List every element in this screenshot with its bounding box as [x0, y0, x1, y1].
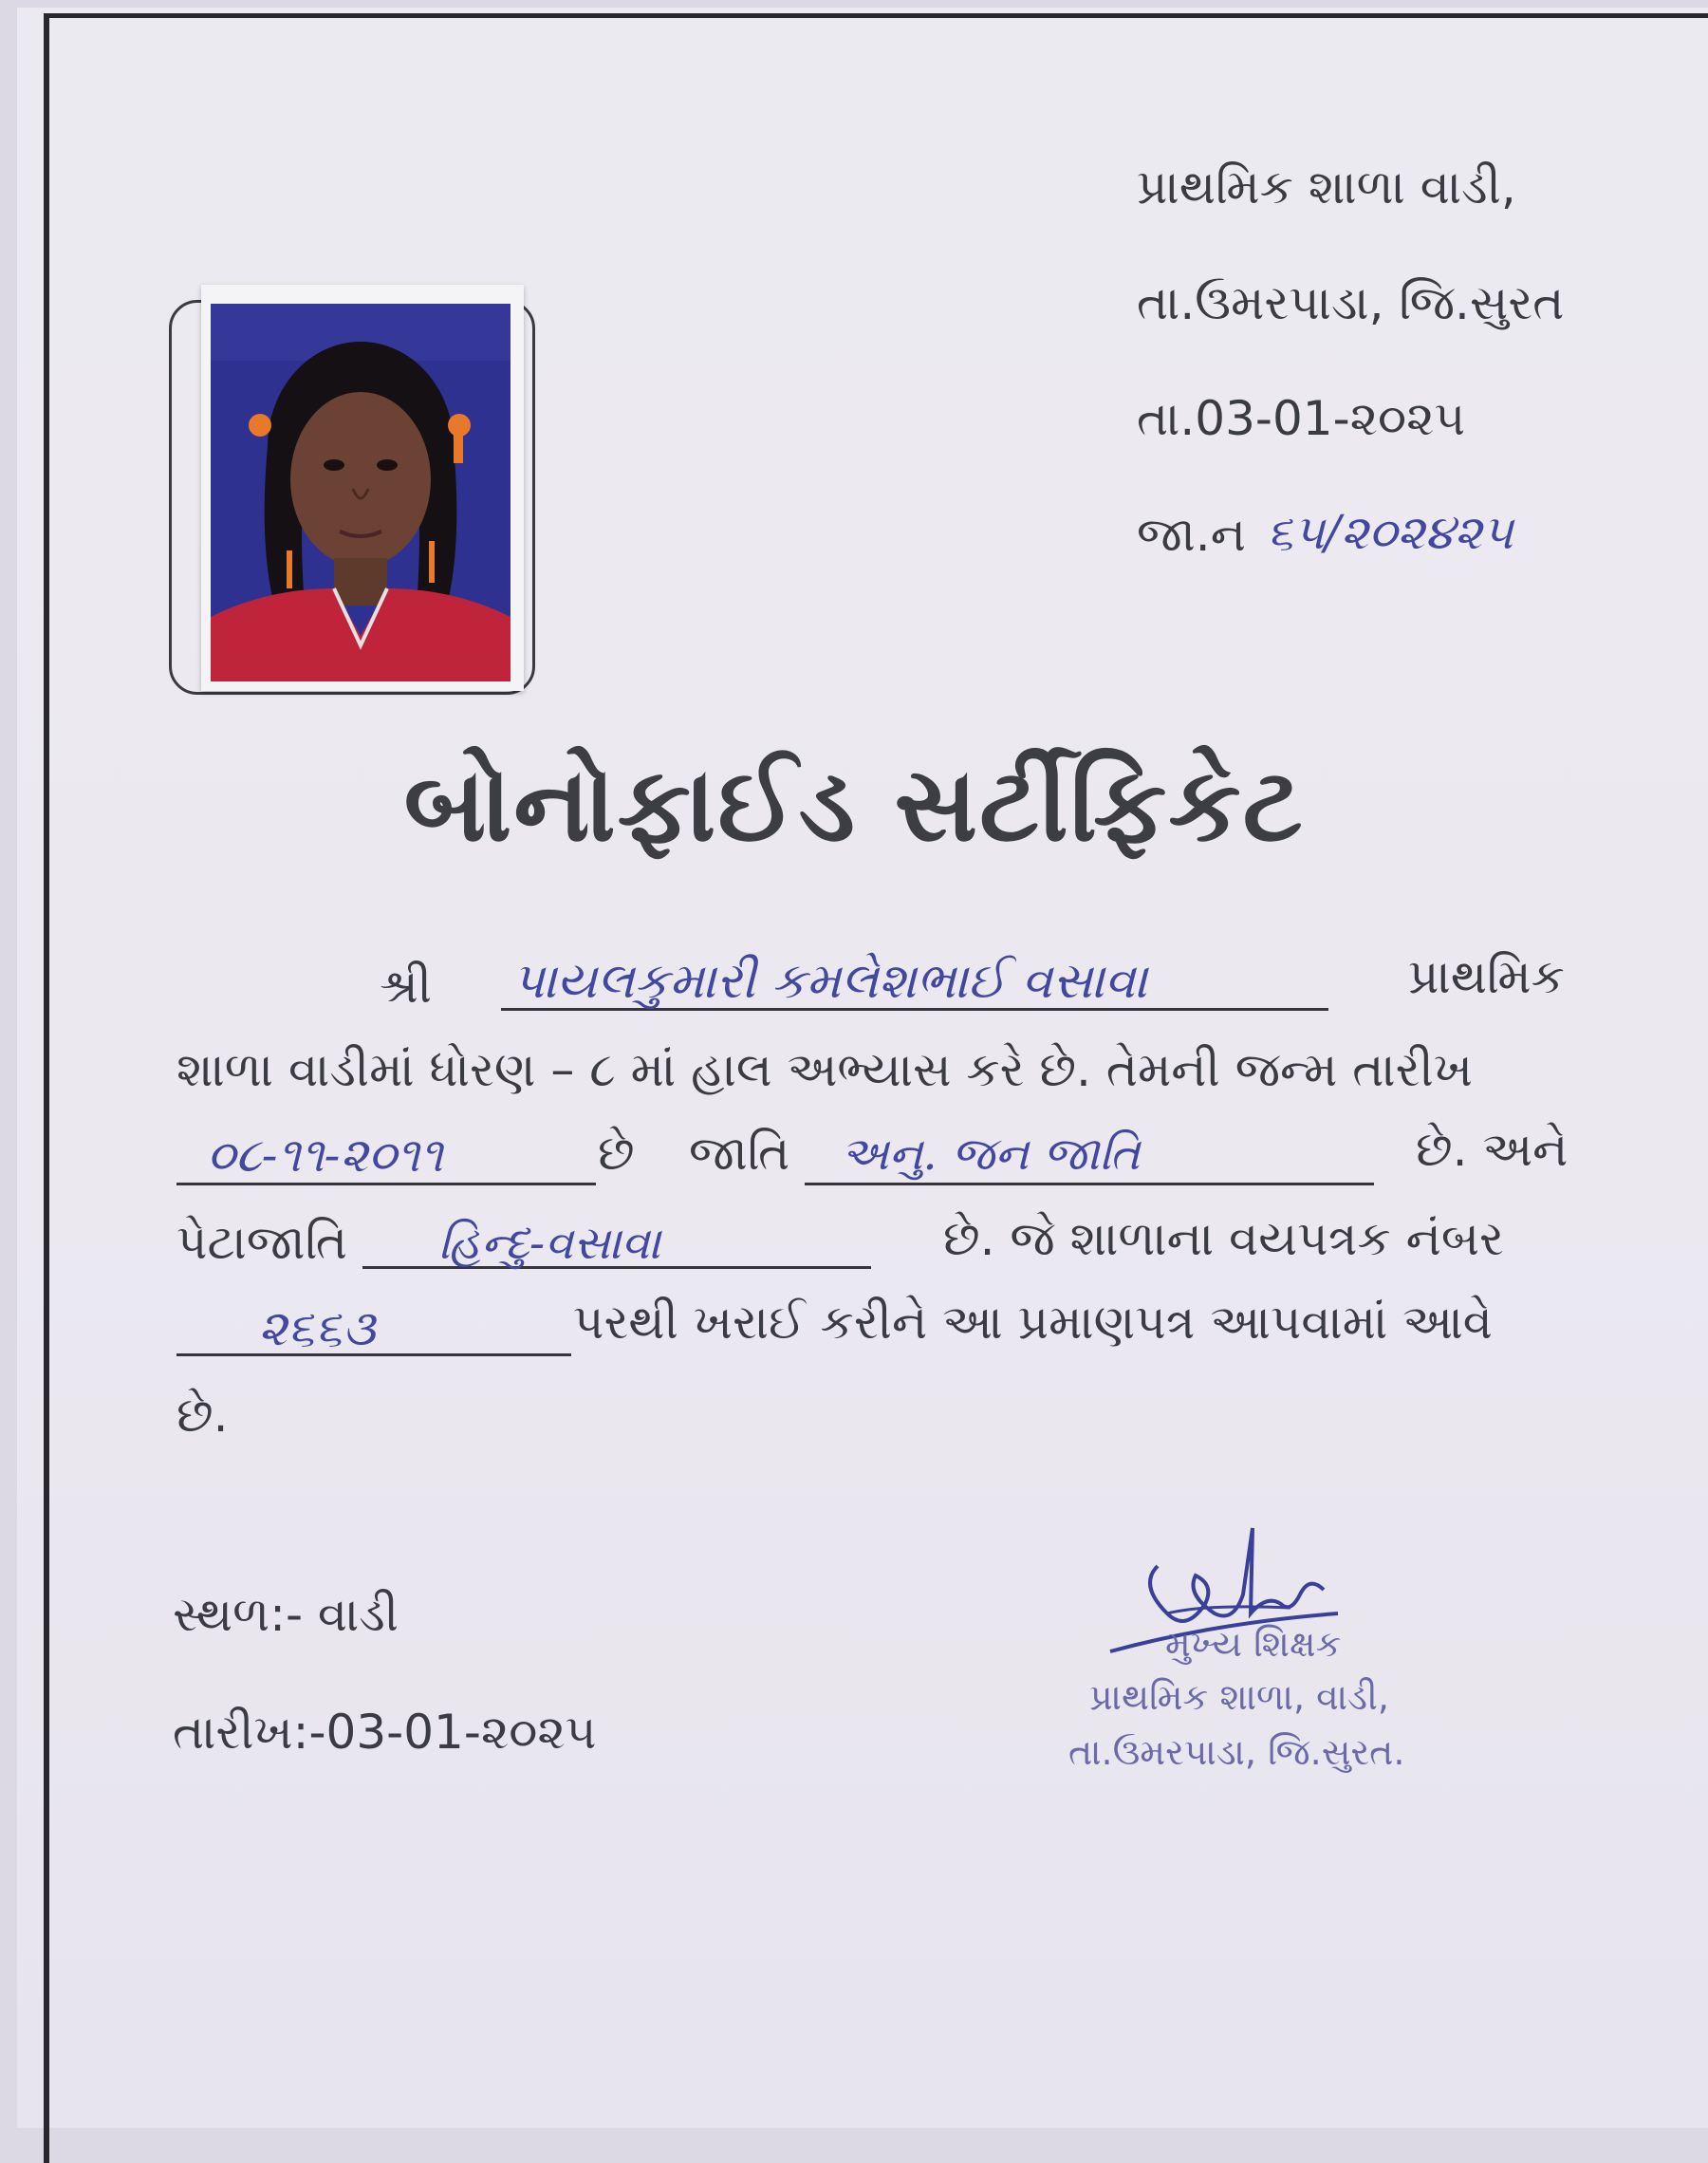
birth-date: ૦૮-૧૧-૨૦૧૧ — [207, 1128, 443, 1183]
chhe-ane-text: છે. અને — [1416, 1122, 1569, 1177]
register-number: ૨૬૬૩ — [258, 1300, 376, 1357]
sub-caste-label: પેટાજાતિ — [176, 1215, 348, 1270]
place-field: સ્થળ:- વાડી — [173, 1587, 399, 1642]
honorific-shri: શ્રી — [380, 959, 433, 1014]
register-number-text: છે. જે શાળાના વયપત્રક નંબર — [943, 1211, 1504, 1266]
reference-number: ૬૫/૨૦૨૪૨૫ — [1267, 505, 1513, 560]
reference-label: જા.ન — [1137, 507, 1246, 562]
sub-caste-value: હિન્દુ-વસાવા — [438, 1217, 661, 1270]
caste-underline — [805, 1183, 1374, 1185]
student-name: પાયલકુમારી કમલેશભાઈ વસાવા — [512, 953, 1148, 1010]
school-address-line: તા.ઉમરપાડા, જિ.સુરત — [1137, 275, 1565, 330]
caste-label: જાતિ — [689, 1126, 790, 1181]
caste-value: અનુ. જન જાતિ — [841, 1128, 1141, 1181]
school-name-line: પ્રાથમિક શાળા વાડી, — [1137, 159, 1516, 214]
primary-word: પ્રાથમિક — [1408, 949, 1565, 1004]
verification-text: પરથી ખરાઈ કરીને આ પ્રમાણપત્ર આપવામાં આવે — [573, 1295, 1493, 1350]
stamp-school: પ્રાથમિક શાળા, વાડી, — [1089, 1676, 1389, 1718]
chhe-word: છે — [598, 1126, 635, 1181]
closing-word: છે. — [176, 1388, 229, 1443]
stamp-address: તા.ઉમરપાડા, જિ.સુરત. — [1068, 1731, 1405, 1773]
date-field: તારીખ:-03-01-૨૦૨૫ — [173, 1705, 597, 1760]
stamp-role: મુખ્ય શિક્ષક — [1165, 1623, 1342, 1665]
letter-date: તા.03-01-૨૦૨૫ — [1137, 391, 1466, 446]
student-photo — [201, 285, 524, 691]
standard-and-birthdate-text: શાળા વાડીમાં ધોરણ – ૮ માં હાલ અભ્યાસ કરે છે. તેમની જન્મ તારીખ — [176, 1042, 1473, 1097]
certificate-title: બોનોફાઈડ સર્ટીફિકેટ — [403, 746, 1305, 865]
